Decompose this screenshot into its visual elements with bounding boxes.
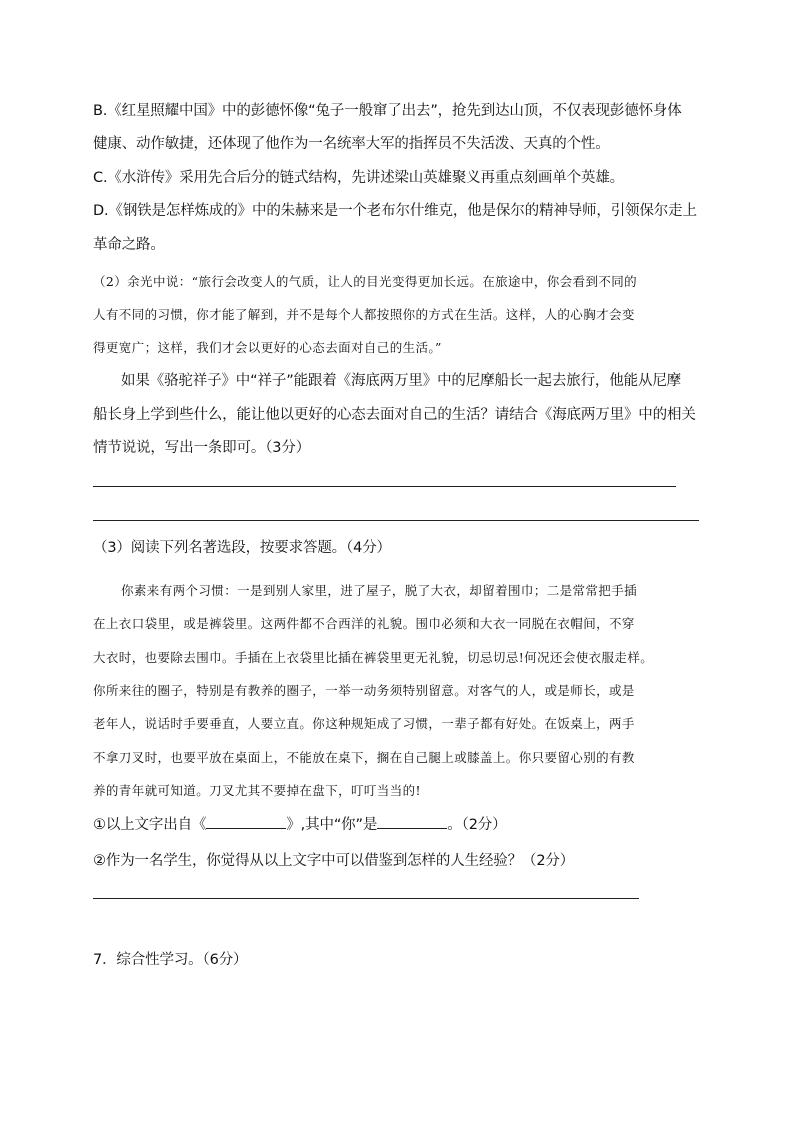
sub-question-1-prefix: ①以上文字出自《 <box>93 817 207 833</box>
passage-line: 老年人，说话时手要垂直，人要立直。你这种规矩成了习惯，一辈子都有好处。在饭桌上，两手 <box>93 716 635 731</box>
sub-question-2: ②作为一名学生，你觉得从以上文字中可以借鉴到怎样的人生经验？（2分） <box>93 853 575 869</box>
answer-line-3[interactable] <box>93 898 639 899</box>
option-b-line-1: B.《红星照耀中国》中的彭德怀像“兔子一般窜了出去”，抢先到达山顶，不仅表现彭德怀身体 <box>93 103 682 119</box>
sub-question-1 <box>93 814 506 835</box>
sub-question-1-suffix: 。（2分） <box>447 817 507 833</box>
passage-line: 养的青年就可知道。刀叉尤其不要掉在盘下，叮叮当当的! <box>93 783 421 798</box>
sub-question-1-mid: 》,其中“你”是 <box>286 817 378 833</box>
option-c: C.《水浒传》采用先合后分的链式结构，先讲述梁山英雄聚义再重点刻画单个英雄。 <box>93 170 625 186</box>
quote-line-3: 得更宽广；这样，我们才会以更好的心态去面对自己的生活。” <box>93 340 442 355</box>
answer-line-2[interactable] <box>93 520 699 521</box>
prompt-line-3: 情节说说，写出一条即可。（3分） <box>93 440 311 456</box>
answer-line-1[interactable] <box>93 486 676 487</box>
prompt-line-1: 如果《骆驼祥子》中“祥子”能跟着《海底两万里》中的尼摩船长一起去旅行，他能从尼摩 <box>121 373 682 389</box>
book-title-blank[interactable] <box>206 814 286 829</box>
passage-line: 你素来有两个习惯：一是到别人家里，进了屋子，脱了大衣，却留着围巾；二是常常把手插 <box>121 583 638 598</box>
option-b-line-2: 健康、动作敏捷，还体现了他作为一名统率大军的指挥员不失活泼、天真的个性。 <box>93 136 610 152</box>
passage-line: 大衣时，也要除去围巾。手插在上衣袋里比插在裤袋里更无礼貌，切忌切忌!何况还会使衣服走样。 <box>93 650 654 665</box>
option-d-line-2: 革命之路。 <box>93 237 165 253</box>
passage-line: 在上衣口袋里，或是裤袋里。这两件都不合西洋的礼貌。围巾必须和大衣一同脱在衣帽间，不穿 <box>93 616 635 631</box>
quote-line-1: （2）余光中说：“旅行会改变人的气质，让人的目光变得更加长远。在旅途中，你会看到不同的 <box>93 274 638 289</box>
passage-line: 不拿刀叉时，也要平放在桌面上，不能放在桌下，搁在自己腿上或膝盖上。你只要留心别的有教 <box>93 750 635 765</box>
question-7-heading: 7．综合性学习。（6分） <box>93 952 248 968</box>
person-blank[interactable] <box>377 814 447 829</box>
quote-line-2: 人有不同的习惯，你才能了解到，并不是每个人都按照你的方式在生活。这样，人的心胸才会变 <box>93 307 635 322</box>
question-3-heading: （3）阅读下列名著选段，按要求答题。（4分） <box>93 540 391 556</box>
passage-line: 你所来往的圈子，特别是有教养的圈子，一举一动务须特别留意。对客气的人，或是师长，或是 <box>93 683 635 698</box>
prompt-line-2: 船长身上学到些什么，能让他以更好的心态去面对自己的生活？请结合《海底两万里》中的相关 <box>93 407 696 423</box>
option-d-line-1: D.《钢铁是怎样炼成的》中的朱赫来是一个老布尔什维克，他是保尔的精神导师，引领保尔走上 <box>93 203 697 219</box>
